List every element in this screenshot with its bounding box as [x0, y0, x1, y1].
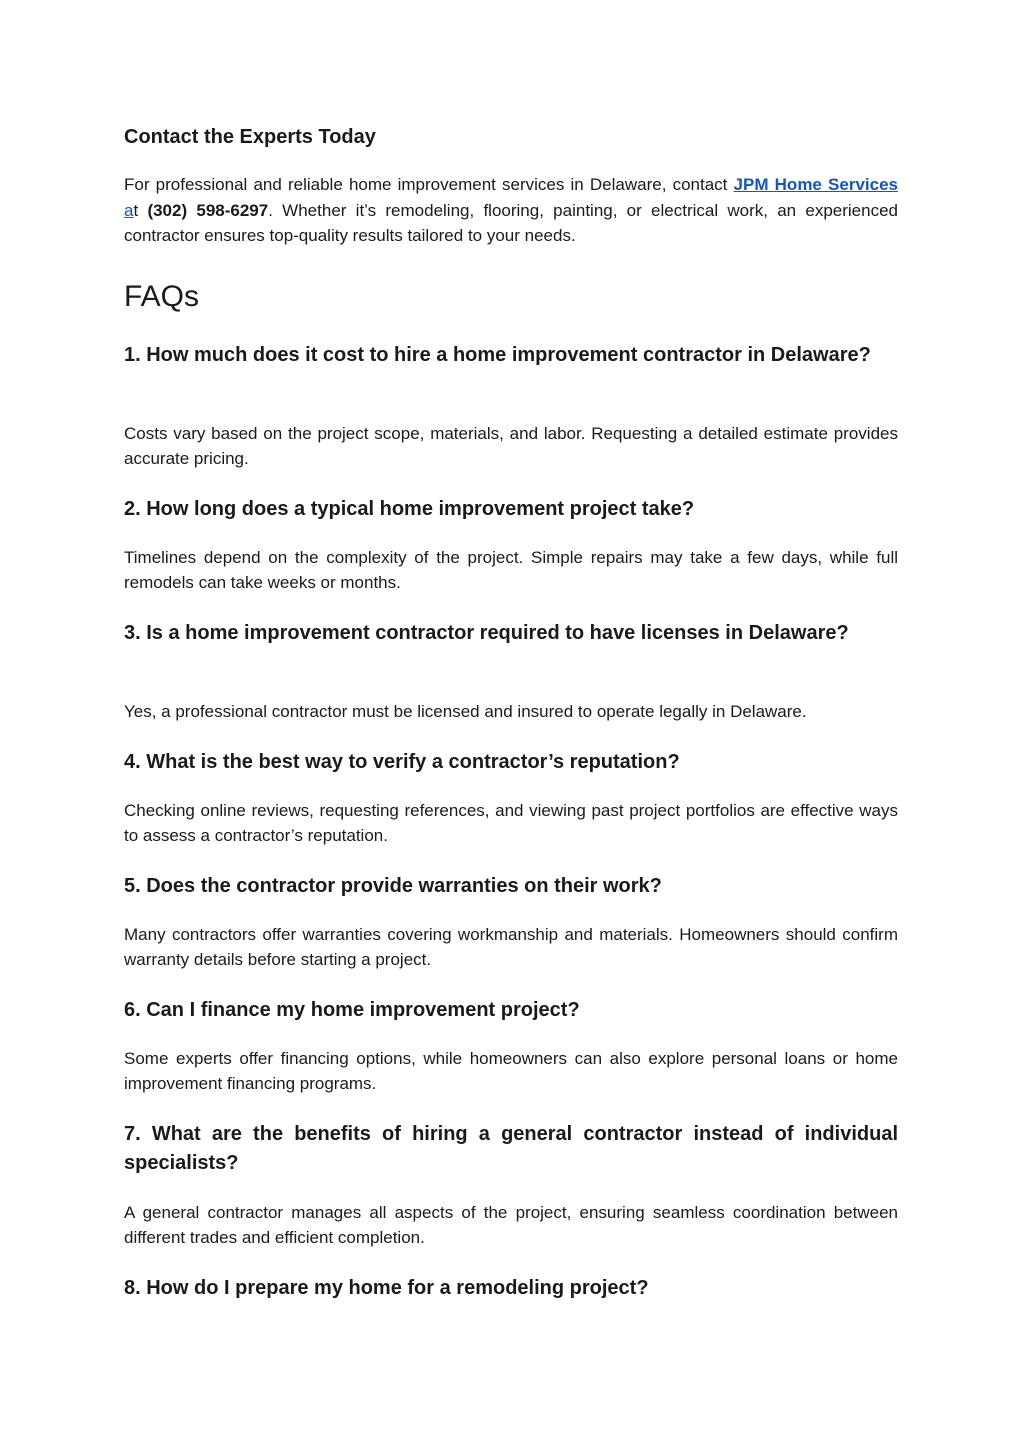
- faq-question-3: 3. Is a home improvement contractor required to have licenses in Delaware?: [124, 622, 849, 644]
- faq-question-2: 2. How long does a typical home improvement project take?: [124, 498, 695, 520]
- faq-question-7: 7. What are the benefits of hiring a general contractor instead of individual specialists?: [124, 1123, 898, 1174]
- contact-text-end: . Whether it’s remodeling, flooring, painting, or electrical work, an experienced contractor ensures top-quality results tailored to your needs.: [124, 200, 898, 245]
- jpm-home-services-link[interactable]: JPM Home Services: [733, 175, 898, 194]
- faq-answer-2: Timelines depend on the complexity of the project. Simple repairs may take a few days, while full remodels can take weeks or months.: [124, 548, 898, 592]
- faq-question-5: 5. Does the contractor provide warranties on their work?: [124, 875, 662, 897]
- contact-paragraph: [124, 172, 898, 249]
- link-tail[interactable]: a: [124, 200, 134, 220]
- faq-question-8: 8. How do I prepare my home for a remodeling project?: [124, 1277, 649, 1299]
- faq-question-4: 4. What is the best way to verify a contractor’s reputation?: [124, 751, 680, 773]
- faq-answer-4: Checking online reviews, requesting references, and viewing past project portfolios are effective ways to assess a contractor’s reputation.: [124, 801, 898, 845]
- faq-answer-7: A general contractor manages all aspects of the project, ensuring seamless coordination between different trades and efficient completion.: [124, 1203, 898, 1247]
- contact-text-before: For professional and reliable home improvement services in Delaware, contact: [124, 175, 734, 194]
- faq-answer-3: Yes, a professional contractor must be licensed and insured to operate legally in Delaware.: [124, 702, 807, 721]
- faq-question-1: 1. How much does it cost to hire a home improvement contractor in Delaware?: [124, 344, 871, 366]
- faq-answer-6: Some experts offer financing options, while homeowners can also explore personal loans or home improvement financing programs.: [124, 1049, 898, 1093]
- contact-text-after-link: t: [133, 200, 148, 220]
- faq-answer-5: Many contractors offer warranties covering workmanship and materials. Homeowners should confirm warranty details before starting a project.: [124, 925, 898, 969]
- faq-answer-1: Costs vary based on the project scope, materials, and labor. Requesting a detailed estimate provides accurate pricing.: [124, 424, 898, 468]
- contact-heading: Contact the Experts Today: [124, 126, 376, 148]
- faq-question-6: 6. Can I finance my home improvement project?: [124, 999, 580, 1021]
- faqs-title: FAQs: [124, 280, 200, 313]
- phone-number: (302) 598-6297: [147, 200, 269, 220]
